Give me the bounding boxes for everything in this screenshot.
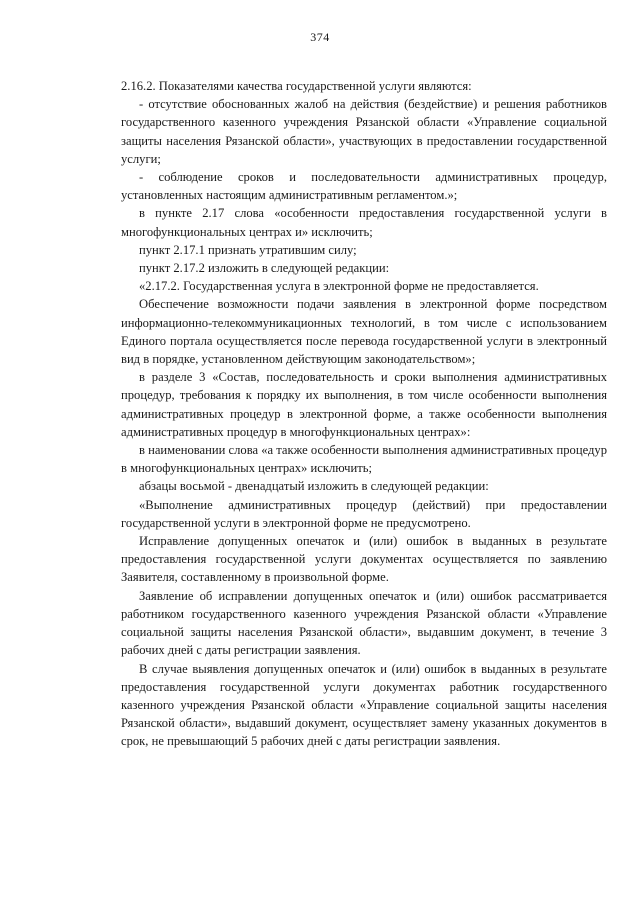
paragraph-section-title: в наименовании слова «а также особенности выполнения административных процедур в многофункциональных центрах» исключить;: [121, 443, 607, 476]
page-number: 374: [310, 30, 330, 44]
paragraph-2-17-2-text: «2.17.2. Государственная услуга в электронной форме не предоставляется.: [139, 279, 539, 294]
paragraph-2-16-2: 2.16.2. Показателями качества государственной услуги являются:: [121, 79, 472, 93]
paragraph-execution: «Выполнение административных процедур (действий) при предоставлении государственной услуги в электронной форме не предусмотрено.: [121, 497, 607, 530]
paragraph-deadlines: - соблюдение сроков и последовательности административных процедур, установленных настоящим административным регламентом.»;: [121, 170, 607, 203]
paragraph-point-2-17-1: пункт 2.17.1 признать утратившим силу;: [139, 242, 357, 257]
paragraph-point-2-17-2: пункт 2.17.2 изложить в следующей редакции:: [139, 261, 390, 276]
paragraph-no-complaints: - отсутствие обоснованных жалоб на действия (бездействие) и решения работников государственного казенного учреждения Рязанской области «Управление социальной защиты населения Рязанской области», участвующих в предоставлении государственной услуги;: [121, 97, 607, 166]
paragraph-electronic-filing: Обеспечение возможности подачи заявления в электронной форме посредством информационно-телекоммуникационных технологий, в том числе с использованием Единого портала осуществляется после перевода государственной услуги в электронный вид в порядке, установленном действующим законодательством»;: [121, 297, 607, 367]
paragraph-correction-deadline: В случае выявления допущенных опечаток и (или) ошибок в выданных в результате предоставления государственной услуги документах работник государственного казенного учреждения Рязанской области «Управление социальной защиты населения Рязанской области», выдавший документ, осуществляет замену указанных документов в срок, не превышающий 5 рабочих дней с даты регистрации заявления.: [121, 661, 607, 749]
paragraph-section-3: в разделе 3 «Состав, последовательность и сроки выполнения административных процедур, требования к порядку их выполнения, в том числе особенности выполнения административных процедур в электронной форме, а также особенности выполнения административных процедур в многофункциональных центрах»:: [121, 370, 607, 439]
paragraph-subparagraphs: абзацы восьмой - двенадцатый изложить в следующей редакции:: [139, 479, 489, 494]
paragraph-corrections: Исправление допущенных опечаток и (или) ошибок в выданных в результате предоставления государственной услуги документах осуществляется по заявлению Заявителя, составленному в произвольной форме.: [121, 534, 607, 585]
paragraph-correction-request: Заявление об исправлении допущенных опечаток и (или) ошибок рассматривается работником государственного казенного учреждения Рязанской области «Управление социальной защиты населения Рязанской области», выдавшим документ, в течение 3 рабочих дней с даты регистрации заявления.: [121, 588, 607, 658]
paragraph-point-2-17: в пункте 2.17 слова «особенности предоставления государственной услуги в многофункциональных центрах и» исключить;: [121, 206, 607, 239]
document-body: [121, 77, 607, 751]
